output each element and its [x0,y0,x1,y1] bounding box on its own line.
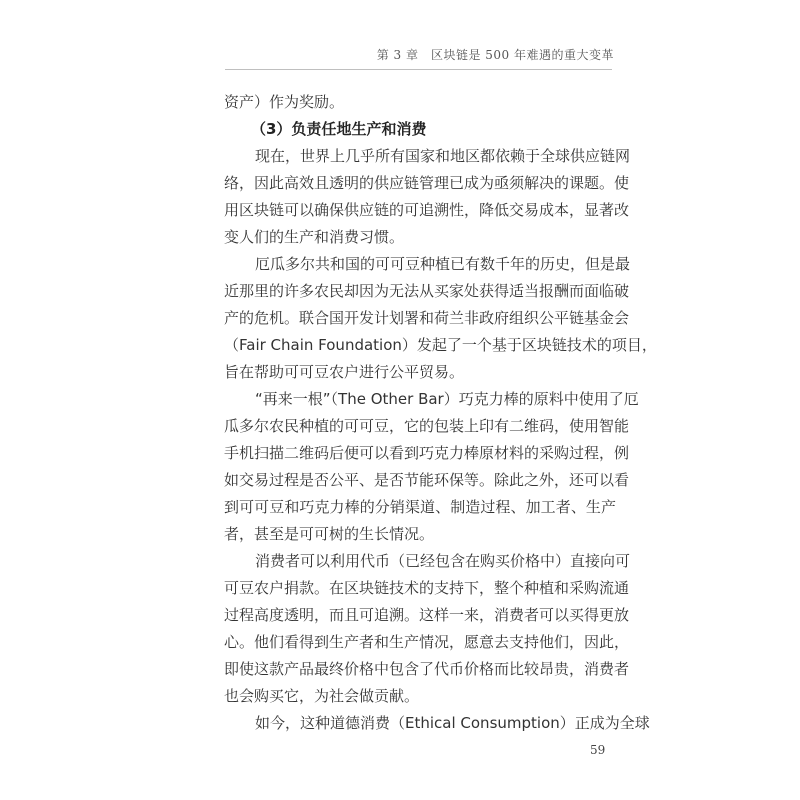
paragraph-line: 近那里的许多农民却因为无法从买家处获得适当报酬而面临破 [224,282,630,300]
paragraph-line: 到可可豆和巧克力棒的分销渠道、制造过程、加工者、生产 [224,498,616,516]
header-rule [225,69,612,70]
paragraph-line: 旨在帮助可可豆农户进行公平贸易。 [224,363,465,381]
paragraph-line: 如今，这种道德消费（Ethical Consumption）正成为全球 [255,714,650,732]
paragraph-line: （Fair Chain Foundation）发起了一个基于区块链技术的项目， [224,336,657,354]
section-heading: （3）负责任地生产和消费 [251,120,427,138]
paragraph-line: 心。他们看得到生产者和生产情况，愿意去支持他们，因此， [224,633,630,651]
paragraph-line: 如交易过程是否公平、是否节能环保等。除此之外，还可以看 [224,471,630,489]
paragraph-line: 产的危机。联合国开发计划署和荷兰非政府组织公平链基金会 [224,309,630,327]
paragraph-line: 即使这款产品最终价格中包含了代币价格而比较昂贵，消费者 [224,660,630,678]
paragraph-line: 手机扫描二维码后便可以看到巧克力棒原材料的采购过程，例 [224,444,630,462]
paragraph-line: 消费者可以利用代币（已经包含在购买价格中）直接向可 [255,552,631,570]
page-number: 59 [590,743,606,757]
paragraph-line: 用区块链可以确保供应链的可追溯性，降低交易成本，显著改 [224,201,630,219]
paragraph-line: 现在，世界上几乎所有国家和地区都依赖于全球供应链网 [255,147,631,165]
paragraph-line: 也会购买它，为社会做贡献。 [224,687,420,705]
paragraph-line: “再来一根”（The Other Bar）巧克力棒的原料中使用了厄 [255,390,639,408]
paragraph-line: 过程高度透明，而且可追溯。这样一来，消费者可以买得更放 [224,606,630,624]
paragraph-line: 可豆农户捐款。在区块链技术的支持下，整个种植和采购流通 [224,579,630,597]
paragraph-line: 厄瓜多尔共和国的可可豆种植已有数千年的历史，但是最 [255,255,631,273]
paragraph-line: 瓜多尔农民种植的可可豆，它的包装上印有二维码，使用智能 [224,417,630,435]
body-text [224,89,657,737]
paragraph-line: 络，因此高效且透明的供应链管理已成为亟须解决的课题。使 [224,174,630,192]
running-header: 第 3 章 区块链是 500 年难遇的重大变革 [376,48,614,62]
paragraph-line: 变人们的生产和消费习惯。 [224,228,405,246]
paragraph-line: 资产）作为奖励。 [224,93,345,111]
paragraph-line: 者，甚至是可可树的生长情况。 [224,525,435,543]
